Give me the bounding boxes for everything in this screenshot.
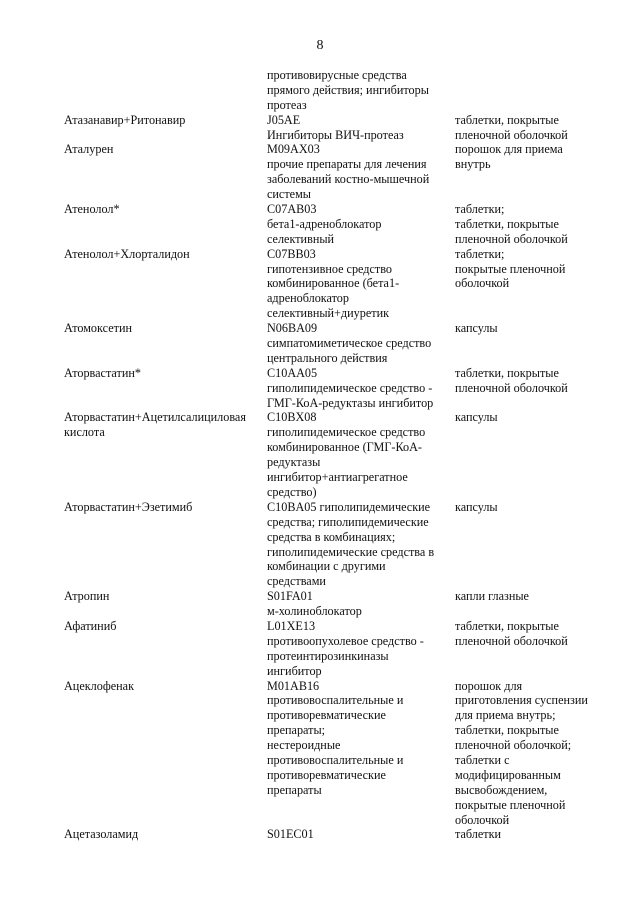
cell-text: средства; гиполипидемические [267,514,429,529]
cell-text: противовирусные средства [267,68,407,82]
cell-text: ингибитор+антиагрегатное [267,470,408,485]
cell-text: ингибитор [267,663,322,678]
cell-text: порошок для [455,678,523,693]
drug-name-cell [64,589,267,619]
drug-name-cell [64,679,267,828]
cell-text: пленочной оболочкой [455,127,568,142]
dosage-form-cell [455,113,594,143]
cell-text: Ацетазоламид [64,827,139,842]
drug-name-cell [64,366,267,411]
cell-text: гиполипидемическое средство [267,425,426,440]
atc-code-cell [267,827,455,842]
cell-text: таблетки, покрытые [455,723,559,738]
cell-text: оболочкой [455,812,510,827]
drug-name-cell [64,619,267,679]
cell-text: таблетки, покрытые [455,216,559,231]
cell-text: кислота [64,425,105,440]
cell-text: таблетки с [455,752,510,767]
cell-text: протеинтирозинкиназы [267,648,389,663]
cell-text: противоопухолевое средство - [267,633,424,648]
table-row [64,366,594,411]
table-row [64,827,594,842]
page-number: 8 [316,38,324,53]
cell-text: S01FA01 [267,589,313,604]
cell-text: Аторвастатин* [64,365,141,380]
cell-text: адреноблокатор [267,291,349,306]
atc-code-cell [267,679,455,828]
cell-text: симпатомиметическое средство [267,336,432,351]
drug-name-cell [64,113,267,143]
cell-text: Ингибиторы ВИЧ-протеаз [267,127,404,142]
cell-text: Ацеклофенак [64,678,134,693]
cell-text: комбинированное (бета1- [267,276,400,291]
table-row [64,68,594,113]
table-row [64,113,594,143]
cell-text: J05AE [267,112,301,127]
cell-text: покрытые пленочной [455,797,566,812]
cell-text: C07AB03 [267,202,317,217]
cell-text: нестероидные [267,738,341,753]
cell-text: противовоспалительные и [267,693,404,708]
cell-text: S01EC01 [267,827,314,842]
atc-code-cell [267,589,455,619]
cell-text: гипотензивное средство [267,261,392,276]
cell-text: препараты [267,782,322,797]
cell-text: пленочной оболочкой [455,380,568,395]
cell-text: капсулы [455,410,498,425]
drug-name-cell [64,202,267,247]
drug-name-cell [64,142,267,202]
cell-text: N06BA09 [267,321,318,336]
cell-text: средство) [267,484,317,499]
cell-text: C10BA05 гиполипидемические [267,499,431,514]
atc-code-cell [267,366,455,411]
cell-text: Атомоксетин [64,321,132,336]
cell-text: препараты; [267,723,326,738]
dosage-form-cell [455,827,594,842]
atc-code-cell [267,321,455,366]
cell-text: таблетки [455,827,502,842]
drug-name-cell [64,247,267,321]
drug-name-cell [64,500,267,589]
cell-text: прочие препараты для лечения [267,157,427,172]
cell-text: Аталурен [64,142,114,157]
table-row [64,247,594,321]
cell-text: порошок для приема [455,142,563,157]
cell-text: таблетки; [455,202,505,217]
cell-text: капсулы [455,499,498,514]
atc-code-cell [267,113,455,143]
table-row [64,202,594,247]
dosage-form-cell [455,68,594,113]
cell-text: системы [267,187,311,202]
table-row [64,142,594,202]
cell-text: центрального действия [267,350,388,365]
table-row [64,500,594,589]
cell-text: пленочной оболочкой [455,633,568,648]
cell-text: пленочной оболочкой [455,231,568,246]
cell-text: противоревматические [267,767,386,782]
cell-text: м-холиноблокатор [267,604,362,619]
dosage-form-cell [455,410,594,499]
cell-text: протеаз [267,97,307,112]
cell-text: модифицированным [455,767,561,782]
cell-text: средства в комбинациях; [267,529,396,544]
dosage-form-cell [455,619,594,679]
dosage-form-cell [455,589,594,619]
cell-text: гиполипидемическое средство - [267,380,433,395]
table-row [64,321,594,366]
cell-text: M01AB16 [267,678,320,693]
atc-code-cell [267,410,455,499]
cell-text: Афатиниб [64,618,117,633]
cell-text: гиполипидемические средства в [267,544,435,559]
cell-text: высвобождением, [455,782,548,797]
dosage-form-cell [455,500,594,589]
cell-text: таблетки, покрытые [455,365,559,380]
cell-text: заболеваний костно-мышечной [267,172,430,187]
dosage-form-cell [455,142,594,202]
atc-code-cell [267,247,455,321]
cell-text: противоревматические [267,708,386,723]
cell-text: селективный [267,231,335,246]
cell-text: C10AA05 [267,365,318,380]
cell-text: C10BX08 [267,410,317,425]
cell-text: комбинации с другими [267,559,386,574]
drug-name-cell [64,68,267,113]
atc-code-cell [267,500,455,589]
cell-text: Атропин [64,589,110,604]
drug-name-cell [64,321,267,366]
cell-text: C07BB03 [267,246,316,261]
atc-code-cell [267,142,455,202]
cell-text: L01XE13 [267,618,316,633]
atc-code-cell [267,619,455,679]
cell-text: таблетки; [455,246,505,261]
cell-text: таблетки, покрытые [455,618,559,633]
cell-text: пленочной оболочкой; [455,738,572,753]
drug-name-cell [64,410,267,499]
dosage-form-cell [455,366,594,411]
cell-text: противовоспалительные и [267,752,404,767]
cell-text: M09AX03 [267,142,320,157]
table-row [64,619,594,679]
cell-text: селективный+диуретик [267,306,390,321]
cell-text: Атенолол+Хлорталидон [64,246,190,261]
atc-code-cell [267,68,455,113]
cell-text: ГМГ-КоА-редуктазы ингибитор [267,395,434,410]
cell-text: для приема внутрь; [455,708,556,723]
table-row [64,589,594,619]
cell-text: таблетки, покрытые [455,112,559,127]
atc-code-cell [267,202,455,247]
cell-text: Атазанавир+Ритонавир [64,112,186,127]
cell-text: Аторвастатин+Эзетимиб [64,499,193,514]
cell-text: средствами [267,574,326,589]
cell-text: оболочкой [455,276,510,291]
dosage-form-cell [455,247,594,321]
cell-text: приготовления суспензии [455,693,588,708]
cell-text: капсулы [455,321,498,336]
dosage-form-cell [455,321,594,366]
cell-text: капли глазные [455,589,529,604]
cell-text: покрытые пленочной [455,261,566,276]
table-row [64,679,594,828]
cell-text: бета1-адреноблокатор [267,216,382,231]
cell-text: внутрь [455,157,491,172]
cell-text: редуктазы [267,455,321,470]
cell-text: Атенолол* [64,202,120,217]
cell-text: Аторвастатин+Ацетилсалициловая [64,410,246,425]
table-row [64,410,594,499]
cell-text: прямого действия; ингибиторы [267,82,429,97]
dosage-form-cell [455,202,594,247]
drug-table [64,68,594,842]
drug-name-cell [64,827,267,842]
dosage-form-cell [455,679,594,828]
cell-text: комбинированное (ГМГ-КоА- [267,440,422,455]
